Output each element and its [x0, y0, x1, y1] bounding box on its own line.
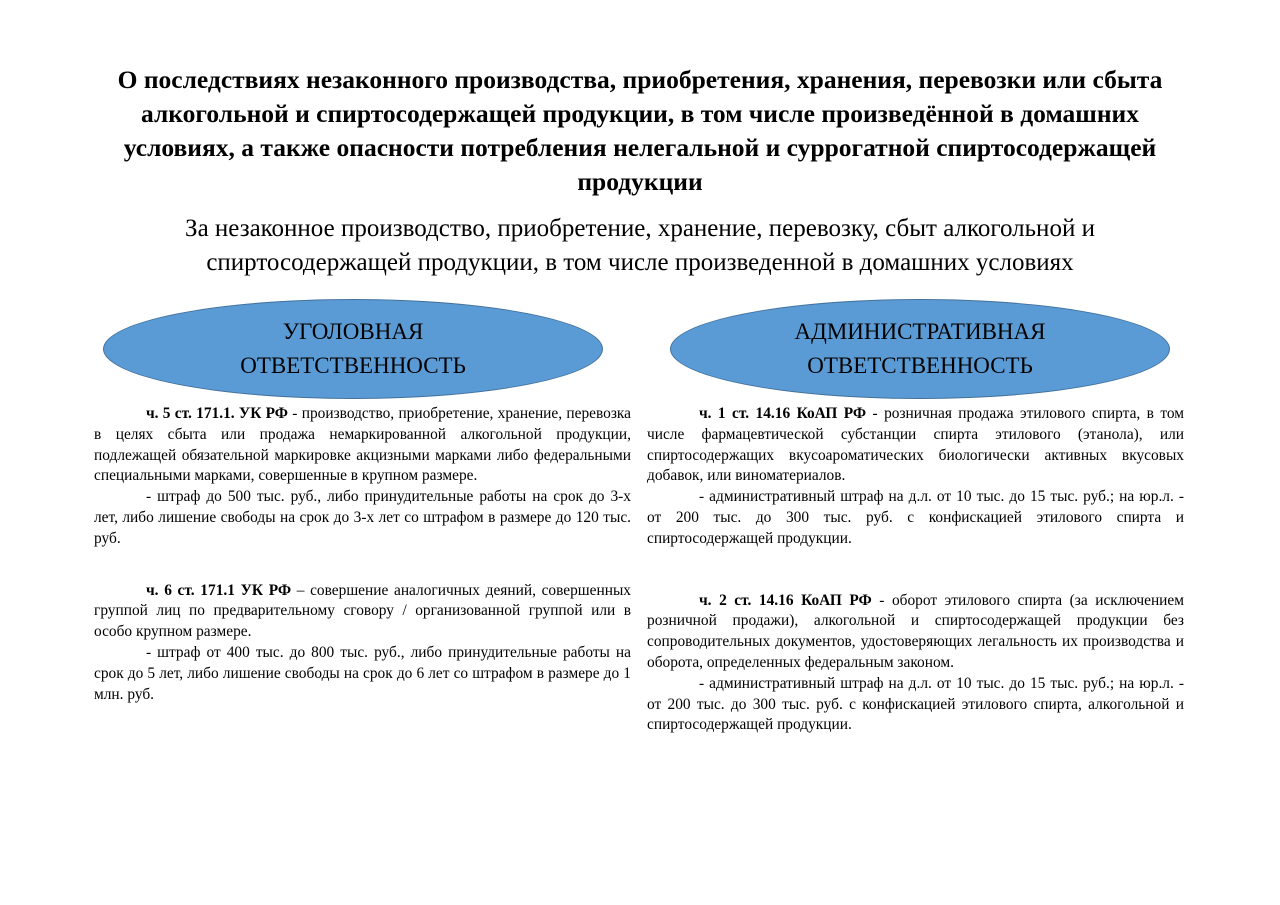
page-title: О последствиях незаконного производства, приобретения, хранения, перевозки или сбыта алкогольной и спиртосодержащей продукции, в том числе произведённой в домашних условиях, а также опасности потребления нелегальной и суррогатной спиртосодержащей продукции: [117, 65, 1163, 196]
article-description: - производство, приобретение, хранение, перевозка в целях сбыта или продажа немаркированной алкогольной продукции, подлежащей обязательной маркировке акцизными марками либо федеральными специальными марками, совершенные в крупном размере.: [94, 405, 631, 485]
administrative-liability-heading-line2: ОТВЕТСТВЕННОСТЬ: [807, 353, 1033, 378]
administrative-liability-heading-line1: АДМИНИСТРАТИВНАЯ: [794, 319, 1046, 344]
page-subtitle: За незаконное производство, приобретение, хранение, перевозку, сбыт алкогольной и спиртосодержащей продукции, в том числе произведенной в домашних условиях: [185, 215, 1095, 276]
article-reference: ч. 5 ст. 171.1. УК РФ: [146, 405, 289, 422]
administrative-article-paragraph: [647, 404, 1184, 487]
penalty-paragraph: - административный штраф на д.л. от 10 тыс. до 15 тыс. руб.; на юр.л. - от 200 тыс. до 300 тыс. руб. с конфискацией этилового спирта, алкогольной и спиртосодержащей продукции.: [647, 674, 1184, 734]
administrative-article-paragraph: [647, 591, 1184, 674]
article-description: - розничная продажа этилового спирта, в том числе фармацевтической субстанции спирта этилового (этанола), или спиртосодержащих вкусоароматических биологически активных вкусовых добавок, или виноматериалов.: [647, 405, 1184, 485]
administrative-liability-heading: [670, 299, 1170, 399]
criminal-liability-heading-line2: ОТВЕТСТВЕННОСТЬ: [240, 353, 466, 378]
article-description: - оборот этилового спирта (за исключением розничной продажи), алкогольной и спиртосодержащей продукции без сопроводительных документов, удостоверяющих легальность их производства и оборота, определенных федеральным законом.: [647, 591, 1184, 671]
administrative-liability-column: [647, 404, 1184, 736]
penalty-paragraph: - штраф от 400 тыс. до 800 тыс. руб., либо принудительные работы на срок до 5 лет, либо лишение свободы на срок до 6 лет со штрафом в размере до 1 млн. руб.: [94, 643, 631, 703]
penalty-paragraph: - штраф до 500 тыс. руб., либо принудительные работы на срок до 3-х лет, либо лишение свободы на срок до 3-х лет со штрафом в размере до 120 тыс. руб.: [94, 488, 631, 547]
criminal-liability-heading: [103, 299, 603, 399]
article-reference: ч. 6 ст. 171.1 УК РФ: [146, 581, 292, 599]
article-reference: ч. 1 ст. 14.16 КоАП РФ: [699, 405, 867, 422]
criminal-article-paragraph: [94, 581, 631, 643]
article-description: – совершение аналогичных деяний, совершенных группой лиц по предварительному сговору / организованной группой или в особо крупном размере.: [94, 581, 632, 641]
penalty-paragraph: - административный штраф на д.л. от 10 тыс. до 15 тыс. руб.; на юр.л. - от 200 тыс. до 300 тыс. руб. с конфискацией этилового спирта и спиртосодержащей продукции.: [647, 488, 1184, 547]
criminal-liability-column: [94, 404, 631, 705]
criminal-liability-heading-line1: УГОЛОВНАЯ: [282, 319, 424, 344]
article-reference: ч. 2 ст. 14.16 КоАП РФ: [699, 591, 872, 609]
criminal-article-paragraph: [94, 404, 631, 487]
